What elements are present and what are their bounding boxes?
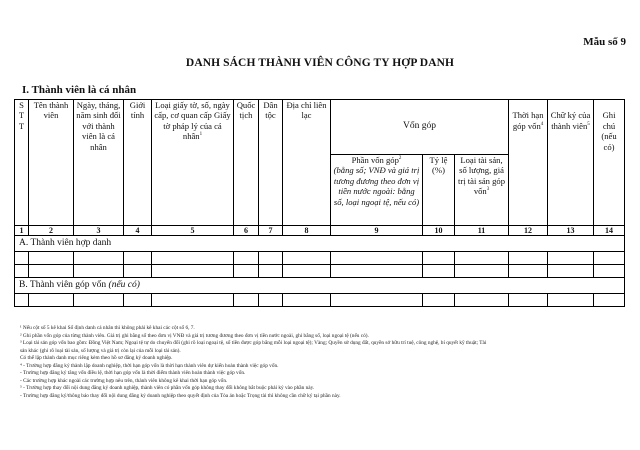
header-id-doc: [152, 100, 234, 226]
table-cell[interactable]: [283, 294, 331, 307]
table-cell[interactable]: [124, 252, 152, 265]
table-cell[interactable]: [15, 252, 29, 265]
column-number: 5: [152, 226, 234, 236]
section-b-text: B. Thành viên góp vốn: [19, 279, 107, 290]
table-cell[interactable]: [423, 294, 455, 307]
table-cell[interactable]: [331, 265, 423, 278]
header-capital-share-note: (bằng số; VNĐ và giá trị tương đương theo đơn vị tiền nước ngoài: bằng số, loại ngoại tệ, nếu có): [333, 165, 420, 207]
table-cell[interactable]: [548, 294, 594, 307]
footnote: ³ Loại tài sản góp vốn bao gồm: Đồng Việt Nam; Ngoại tệ tự do chuyển đổi (ghi rõ loại ngoại tệ, số tiền được góp bằng mỗi loại ngoại tệ); Vàng; Quyền sử dụng đất, quyền sở hữu trí tuệ, công nghệ, bí quyết kỹ thuật; Tài: [20, 340, 487, 346]
table-cell[interactable]: [509, 252, 548, 265]
header-asset-type: [455, 155, 509, 226]
table-cell[interactable]: [259, 252, 283, 265]
header-name: Tên thành viên: [29, 100, 74, 226]
column-number: 4: [124, 226, 152, 236]
table-cell[interactable]: [423, 265, 455, 278]
footnote-ref-3: 3: [486, 187, 490, 193]
table-cell[interactable]: [594, 252, 625, 265]
header-ethnicity: Dân tộc: [259, 100, 283, 226]
footnote: ⁵ - Trường hợp thay đổi nội dung đăng ký doanh nghiệp, thành viên có phần vốn góp không thay đổi không bắt buộc phải ký vào phần này.: [20, 385, 315, 391]
header-row: [15, 100, 625, 155]
table-cell[interactable]: [259, 294, 283, 307]
table-row: [15, 252, 625, 265]
footnote: ¹ Nếu cột số 5 kê khai Số định danh cá nhân thì không phải kê khai các cột số 6, 7.: [20, 325, 195, 331]
table-cell[interactable]: [29, 294, 74, 307]
document-title: DANH SÁCH THÀNH VIÊN CÔNG TY HỢP DANH: [185, 57, 455, 69]
section-title: I. Thành viên là cá nhân: [22, 84, 137, 96]
footnote-ref-1: 1: [199, 132, 203, 138]
table-cell[interactable]: [74, 294, 124, 307]
table-cell[interactable]: [455, 294, 509, 307]
table-row: [15, 265, 625, 278]
section-b-label: [15, 278, 625, 294]
table-cell[interactable]: [548, 252, 594, 265]
table-row: [15, 294, 625, 307]
table-cell[interactable]: [124, 265, 152, 278]
column-number: 7: [259, 226, 283, 236]
header-remarks-label: Ghi chú (nếu có): [601, 110, 617, 152]
table-cell[interactable]: [234, 265, 259, 278]
footnote: sản khác (ghi rõ loại tài sản, số lượng và giá trị còn lại của mỗi loại tài sản).: [20, 347, 181, 354]
table-cell[interactable]: [234, 252, 259, 265]
table-cell[interactable]: [15, 294, 29, 307]
table-cell[interactable]: [331, 294, 423, 307]
footnote: - Trường hợp đăng ký tăng vốn điều lệ, thời hạn góp vốn là thời điểm thành viên hoàn thành việc góp vốn.: [20, 370, 246, 376]
footnotes: [20, 325, 622, 400]
column-number: 12: [509, 226, 548, 236]
footnote: ² Ghi phần vốn góp của từng thành viên. Giá trị ghi bằng số theo đơn vị VNĐ và giá trị tương đương theo đơn vị tiền nước ngoài, ghi bằng số, loại ngoại tệ (nếu có).: [20, 332, 369, 339]
footnote: Có thể lập thành danh mục riêng kèm theo hồ sơ đăng ký doanh nghiệp.: [20, 355, 173, 361]
table-cell[interactable]: [234, 294, 259, 307]
column-number-row: [15, 226, 625, 236]
header-stt: S T T: [15, 100, 29, 226]
table-cell[interactable]: [455, 252, 509, 265]
table-cell[interactable]: [152, 265, 234, 278]
header-nationality: Quốc tịch: [234, 100, 259, 226]
header-asset-type-label: Loại tài sản, số lượng, giá trị tài sản góp vốn: [458, 155, 506, 197]
header-capital-share-label: Phần vốn góp: [351, 155, 399, 165]
footnote-ref-2: 2: [398, 156, 402, 162]
table-cell[interactable]: [455, 265, 509, 278]
header-deadline: [509, 100, 548, 226]
column-number: 10: [423, 226, 455, 236]
header-address: Địa chỉ liên lạc: [283, 100, 331, 226]
header-id-doc-label: Loại giấy tờ, số, ngày cấp, cơ quan cấp Giấy tờ pháp lý của cá nhân: [154, 100, 231, 142]
header-signature-label: Chữ ký của thành viên: [550, 110, 591, 131]
section-a-label: A. Thành viên hợp danh: [15, 236, 625, 252]
section-b-note: (nếu có): [108, 279, 140, 290]
table-cell[interactable]: [283, 252, 331, 265]
table-cell[interactable]: [509, 294, 548, 307]
column-number: 14: [594, 226, 625, 236]
table-cell[interactable]: [74, 252, 124, 265]
table-cell[interactable]: [15, 265, 29, 278]
table-cell[interactable]: [548, 265, 594, 278]
table-cell[interactable]: [259, 265, 283, 278]
form-number: Mẫu số 9: [583, 36, 626, 48]
header-gender: Giới tính: [124, 100, 152, 226]
table-cell[interactable]: [509, 265, 548, 278]
footnote: - Trường hợp đăng ký/thông báo thay đổi nội dung đăng ký doanh nghiệp theo quyết định của Tòa án hoặc Trọng tài thì không cần chữ ký tại phần này.: [20, 392, 341, 399]
members-table: [14, 99, 625, 307]
header-capital-share: [331, 155, 423, 226]
header-deadline-label: Thời hạn góp vốn: [512, 110, 544, 131]
footnote: ⁴ - Trường hợp đăng ký thành lập doanh nghiệp, thời hạn góp vốn là thời hạn thành viên dự kiến hoàn thành việc góp vốn.: [20, 362, 279, 369]
header-remarks: [594, 100, 625, 226]
table-cell[interactable]: [594, 294, 625, 307]
table-cell[interactable]: [152, 252, 234, 265]
table-cell[interactable]: [29, 252, 74, 265]
table-cell[interactable]: [331, 252, 423, 265]
footnote-ref-4: 4: [540, 122, 544, 128]
section-b-row: [15, 278, 625, 294]
footnote: - Các trường hợp khác ngoài các trường hợp nêu trên, thành viên không kê khai thời hạn góp vốn.: [20, 377, 228, 384]
column-number: 6: [234, 226, 259, 236]
section-a-row: [15, 236, 625, 252]
header-signature: [548, 100, 594, 226]
column-number: 13: [548, 226, 594, 236]
table-cell[interactable]: [29, 265, 74, 278]
column-number: 3: [74, 226, 124, 236]
table-cell[interactable]: [152, 294, 234, 307]
column-number: 9: [331, 226, 423, 236]
column-number: 8: [283, 226, 331, 236]
footnote-ref-5: 5: [587, 122, 590, 128]
table-cell[interactable]: [283, 265, 331, 278]
header-ratio: Tỷ lệ (%): [423, 155, 455, 226]
column-number: 2: [29, 226, 74, 236]
table-cell[interactable]: [594, 265, 625, 278]
column-number: 11: [455, 226, 509, 236]
header-capital: Vốn góp: [331, 100, 509, 155]
table-cell[interactable]: [124, 294, 152, 307]
table-cell[interactable]: [423, 252, 455, 265]
header-dob: Ngày, tháng, năm sinh đối với thành viên là cá nhân: [74, 100, 124, 226]
table-cell[interactable]: [74, 265, 124, 278]
column-number: 1: [15, 226, 29, 236]
